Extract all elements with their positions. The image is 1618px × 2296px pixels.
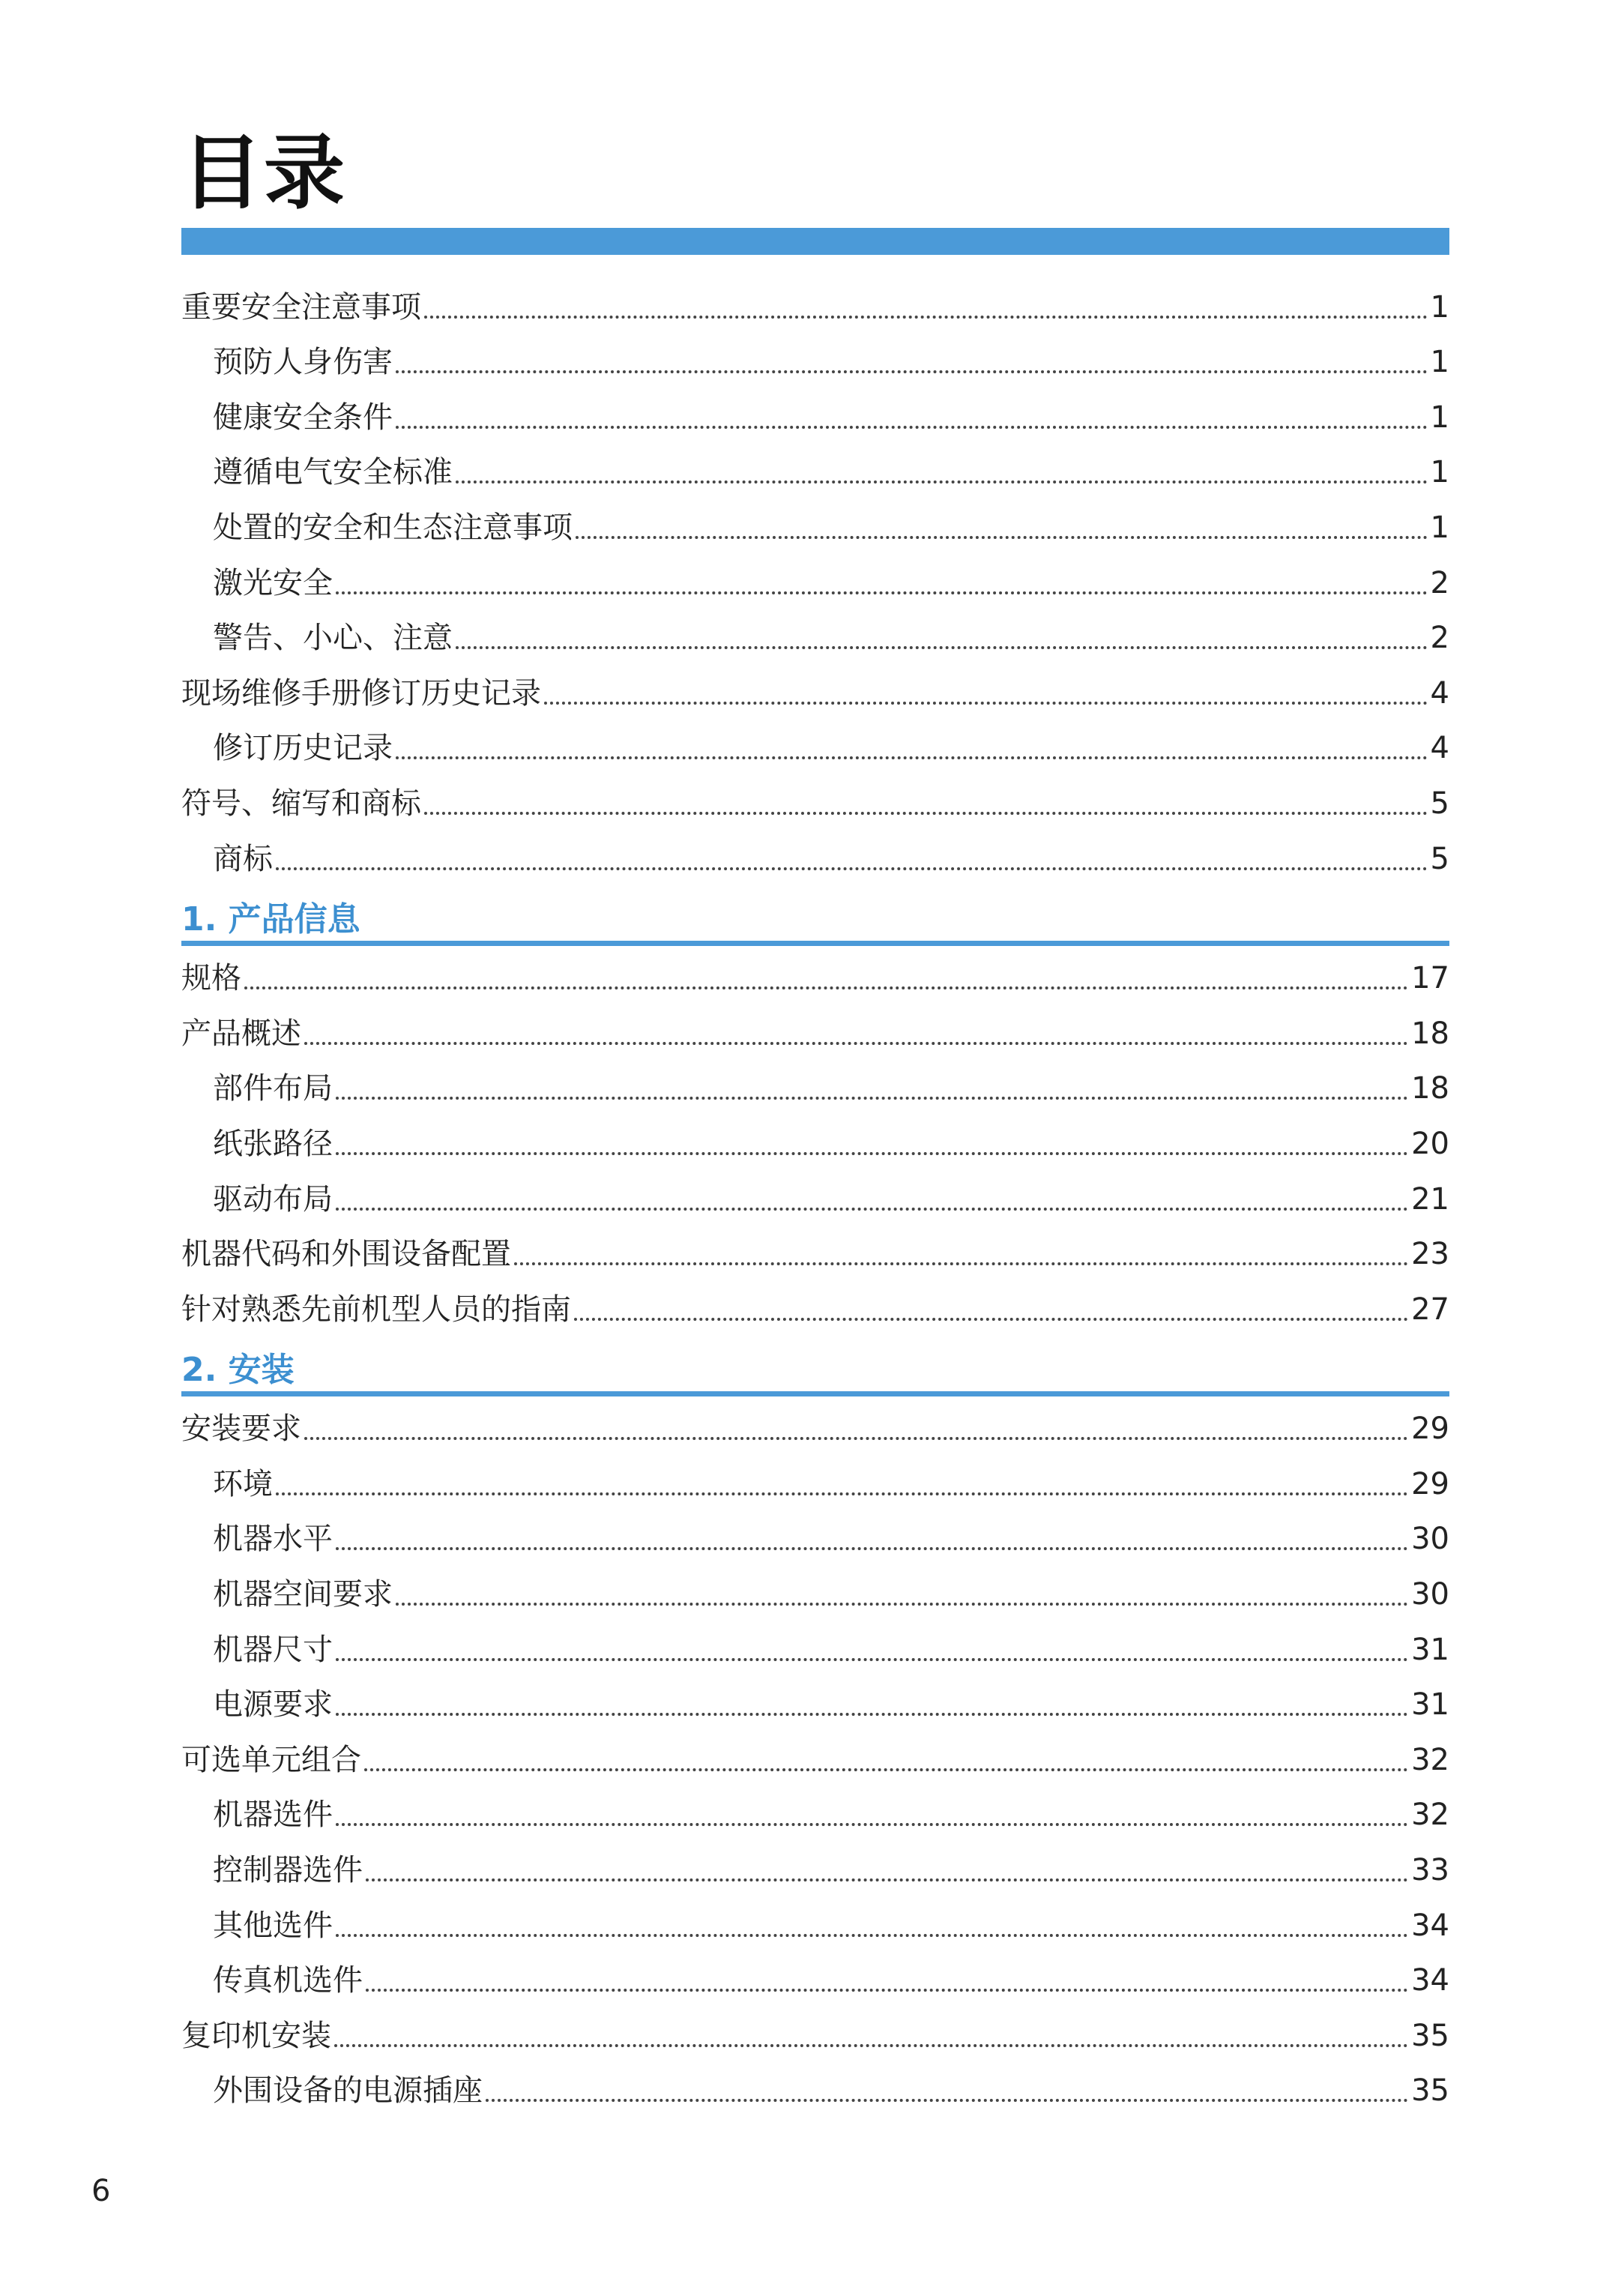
- toc-dot-leader: [276, 867, 1428, 870]
- toc-dot-leader: [396, 426, 1428, 429]
- chapter-heading-label: 2. 安装: [181, 1350, 295, 1389]
- toc-entry[interactable]: [181, 274, 1449, 330]
- toc-entry[interactable]: [181, 946, 1449, 1001]
- toc-entry[interactable]: [181, 1001, 1449, 1056]
- toc-entry-page-number: 1: [1430, 455, 1449, 490]
- toc-entry-page-number: 34: [1411, 1963, 1449, 1998]
- toc-entry[interactable]: [181, 1672, 1449, 1728]
- toc-dot-leader: [336, 1658, 1408, 1661]
- toc-entry-page-number: 30: [1411, 1522, 1449, 1557]
- toc-dot-leader: [304, 1042, 1408, 1045]
- toc-entry[interactable]: [181, 1111, 1449, 1166]
- toc-entry-label: 修订历史记录: [213, 731, 393, 766]
- toc-entry[interactable]: [181, 1166, 1449, 1222]
- toc-entry-page-number: 5: [1430, 841, 1449, 876]
- toc-entry-label: 驱动布局: [213, 1181, 333, 1217]
- chapter-heading[interactable]: [181, 1332, 1449, 1396]
- toc-dot-leader: [366, 1989, 1408, 1992]
- toc-entry-label: 现场维修手册修订历史记录: [181, 675, 541, 711]
- toc-dot-leader: [336, 591, 1428, 594]
- toc-entry[interactable]: [181, 1056, 1449, 1112]
- toc-entry[interactable]: [181, 330, 1449, 385]
- toc-dot-leader: [336, 1547, 1408, 1550]
- toc-entry-page-number: 33: [1411, 1853, 1449, 1888]
- toc-entry-page-number: 1: [1430, 510, 1449, 545]
- toc-dot-leader: [336, 1713, 1408, 1716]
- toc-dot-leader: [364, 1768, 1408, 1771]
- toc-entry-page-number: 29: [1411, 1411, 1449, 1447]
- toc-entry-label: 可选单元组合: [181, 1742, 361, 1777]
- toc-dot-leader: [424, 812, 1428, 815]
- toc-entry[interactable]: [181, 2058, 1449, 2114]
- toc-entry-page-number: 32: [1411, 1798, 1449, 1833]
- toc-entry-page-number: 34: [1411, 1908, 1449, 1943]
- toc-entry-page-number: 30: [1411, 1577, 1449, 1612]
- toc-entry-page-number: 1: [1430, 289, 1449, 325]
- title-underline-bar: [181, 228, 1449, 255]
- toc-entry-label: 预防人身伤害: [213, 345, 393, 380]
- toc-entry-label: 激光安全: [213, 565, 333, 600]
- toc-dot-leader: [544, 702, 1428, 705]
- toc-dot-leader: [574, 1318, 1408, 1321]
- toc-entry-label: 机器水平: [213, 1522, 333, 1557]
- toc-entry-page-number: 5: [1430, 786, 1449, 821]
- toc-entry-page-number: 31: [1411, 1632, 1449, 1667]
- toc-entry[interactable]: [181, 2003, 1449, 2058]
- toc-entry-page-number: 17: [1411, 961, 1449, 996]
- toc-dot-leader: [336, 1934, 1408, 1937]
- toc-entry[interactable]: [181, 440, 1449, 495]
- toc-entry[interactable]: [181, 1893, 1449, 1948]
- toc-entry-label: 机器选件: [213, 1798, 333, 1833]
- toc-entry-label: 规格: [181, 961, 241, 996]
- toc-entry-page-number: 21: [1411, 1181, 1449, 1217]
- toc-entry-page-number: 2: [1430, 565, 1449, 600]
- toc-entry-page-number: 29: [1411, 1466, 1449, 1501]
- toc-entry[interactable]: [181, 1783, 1449, 1838]
- toc-dot-leader: [366, 1878, 1408, 1881]
- toc-entry[interactable]: [181, 716, 1449, 771]
- toc-entry-label: 其他选件: [213, 1908, 333, 1943]
- toc-entry-page-number: 31: [1411, 1687, 1449, 1723]
- toc-dot-leader: [396, 370, 1428, 373]
- toc-entry[interactable]: [181, 771, 1449, 826]
- toc-entry-label: 警告、小心、注意: [213, 621, 453, 656]
- toc-entry-page-number: 18: [1411, 1016, 1449, 1051]
- toc-dot-leader: [514, 1262, 1408, 1265]
- toc-entry-page-number: 18: [1411, 1071, 1449, 1106]
- toc-entry-page-number: 20: [1411, 1126, 1449, 1161]
- toc-entry[interactable]: [181, 1396, 1449, 1452]
- toc-entry-label: 电源要求: [213, 1687, 333, 1723]
- toc-entry-label: 传真机选件: [213, 1963, 363, 1998]
- toc-entry[interactable]: [181, 385, 1449, 440]
- toc-dot-leader: [334, 2044, 1408, 2047]
- toc-entry-label: 复印机安装: [181, 2018, 331, 2053]
- toc-entry-label: 机器代码和外围设备配置: [181, 1237, 511, 1272]
- toc-entry[interactable]: [181, 495, 1449, 550]
- toc-entry-page-number: 32: [1411, 1742, 1449, 1777]
- toc-entry-page-number: 4: [1430, 675, 1449, 711]
- toc-dot-leader: [486, 2099, 1408, 2102]
- toc-entry-label: 符号、缩写和商标: [181, 786, 421, 821]
- toc-entry[interactable]: [181, 826, 1449, 882]
- toc-entry-label: 产品概述: [181, 1016, 301, 1051]
- toc-dot-leader: [456, 480, 1428, 483]
- toc-entry[interactable]: [181, 1948, 1449, 2004]
- toc-entry-label: 处置的安全和生态注意事项: [213, 510, 573, 545]
- toc-entry-label: 外围设备的电源插座: [213, 2073, 483, 2109]
- toc-entry[interactable]: [181, 1222, 1449, 1277]
- toc-entry[interactable]: [181, 1277, 1449, 1332]
- toc-entry-page-number: 1: [1430, 345, 1449, 380]
- toc-entry-label: 遵循电气安全标准: [213, 455, 453, 490]
- toc-dot-leader: [396, 756, 1428, 759]
- toc-dot-leader: [244, 986, 1408, 989]
- toc-entry-label: 商标: [213, 841, 273, 876]
- toc-entry[interactable]: [181, 1561, 1449, 1617]
- toc-dot-leader: [336, 1152, 1408, 1155]
- toc-entry[interactable]: [181, 1507, 1449, 1562]
- page-title: 目录: [181, 127, 347, 220]
- toc-entry-page-number: 35: [1411, 2073, 1449, 2109]
- toc-entry-label: 健康安全条件: [213, 400, 393, 435]
- toc-entry[interactable]: [181, 1727, 1449, 1783]
- toc-entry-page-number: 2: [1430, 621, 1449, 656]
- toc-entry-label: 重要安全注意事项: [181, 289, 421, 325]
- toc-dot-leader: [336, 1097, 1408, 1100]
- toc-entry-label: 机器尺寸: [213, 1632, 333, 1667]
- toc-entry-label: 机器空间要求: [213, 1577, 393, 1612]
- toc-entry-label: 纸张路径: [213, 1126, 333, 1161]
- toc-entry-label: 控制器选件: [213, 1853, 363, 1888]
- toc-entry-label: 安装要求: [181, 1411, 301, 1447]
- toc-entry-page-number: 1: [1430, 400, 1449, 435]
- toc-dot-leader: [576, 536, 1428, 539]
- toc-entry-label: 环境: [213, 1466, 273, 1501]
- toc-dot-leader: [336, 1208, 1408, 1211]
- table-of-contents: [181, 274, 1449, 2113]
- toc-entry[interactable]: [181, 1617, 1449, 1672]
- toc-entry[interactable]: [181, 606, 1449, 661]
- toc-entry-page-number: 23: [1411, 1237, 1449, 1272]
- toc-entry[interactable]: [181, 1837, 1449, 1893]
- toc-dot-leader: [304, 1437, 1408, 1440]
- toc-entry[interactable]: [181, 1451, 1449, 1507]
- toc-dot-leader: [276, 1492, 1408, 1495]
- chapter-heading[interactable]: [181, 882, 1449, 946]
- toc-entry[interactable]: [181, 550, 1449, 606]
- toc-dot-leader: [424, 316, 1428, 319]
- toc-dot-leader: [456, 646, 1428, 649]
- toc-entry-page-number: 35: [1411, 2018, 1449, 2053]
- chapter-heading-label: 1. 产品信息: [181, 900, 360, 938]
- toc-dot-leader: [336, 1823, 1408, 1826]
- toc-entry[interactable]: [181, 660, 1449, 716]
- toc-entry-label: 针对熟悉先前机型人员的指南: [181, 1292, 571, 1327]
- toc-entry-page-number: 4: [1430, 731, 1449, 766]
- toc-entry-label: 部件布局: [213, 1071, 333, 1106]
- page-number: 6: [91, 2174, 111, 2208]
- toc-dot-leader: [396, 1603, 1408, 1606]
- toc-entry-page-number: 27: [1411, 1292, 1449, 1327]
